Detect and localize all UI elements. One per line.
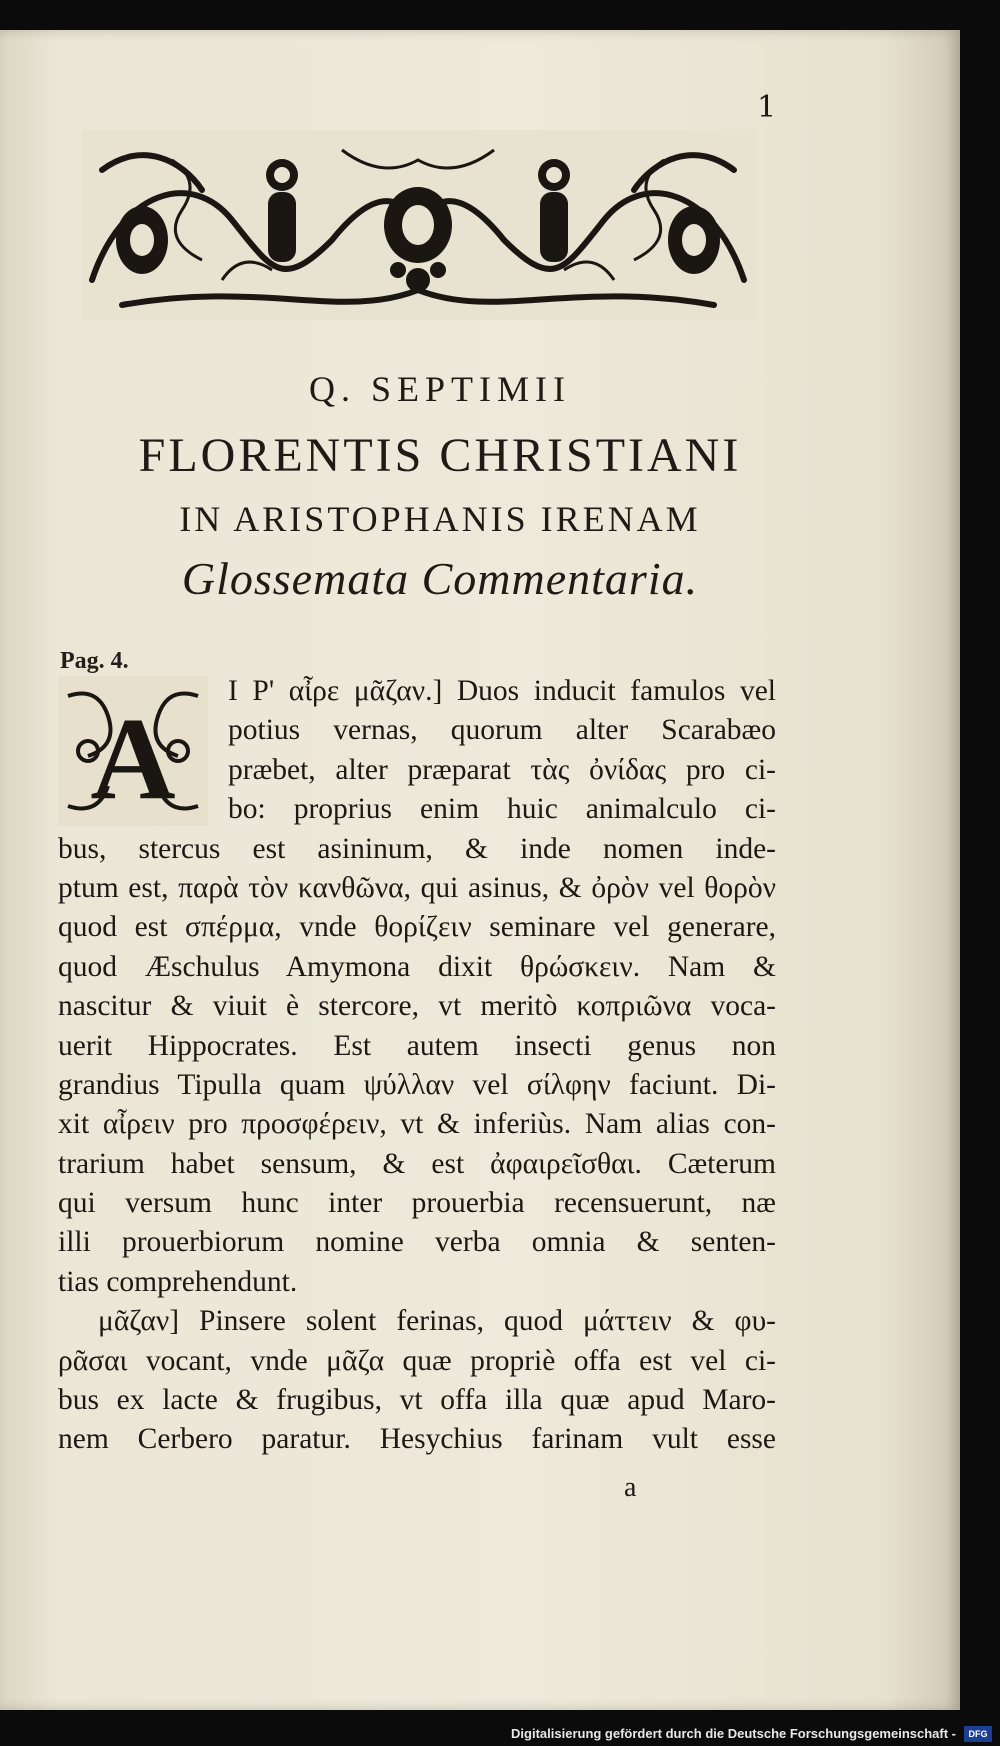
page-number: 1 — [757, 90, 777, 125]
dfg-logo: DFG — [964, 1726, 992, 1742]
text-line: ρᾶσαι vocant, vnde μᾶζα quæ propriè offa est vel ci- — [58, 1344, 776, 1377]
title-line-2: FLORENTIS CHRISTIANI — [138, 429, 742, 482]
book-page — [0, 30, 960, 1710]
text-line: μᾶζαν] Pinsere solent ferinas, quod μάττειν & φυ- — [98, 1305, 776, 1338]
text-line: potius vernas, quorum alter Scarabæo — [228, 714, 776, 747]
page-reference: Pag. 4. — [60, 648, 129, 674]
text-line: xit αἶρειν pro προσφέρειν, vt & inferiùs. Nam alias con- — [58, 1108, 776, 1141]
text-line: quod Æschulus Amymona dixit θρώσκειν. Nam & — [58, 950, 776, 983]
digitization-credit: Digitalisierung gefördert durch die Deutsche Forschungsgemeinschaft - — [511, 1726, 956, 1741]
text-line: nem Cerbero paratur. Hesychius farinam vult esse — [58, 1423, 776, 1456]
text-line: tias comprehendunt. — [58, 1265, 298, 1298]
title-line-4: Glossemata Commentaria. — [181, 553, 699, 604]
catchword: a — [624, 1472, 637, 1503]
text-line: grandius Tipulla quam ψύλλαν vel σίλφην faciunt. Di- — [58, 1068, 776, 1101]
text-line: uerit Hippocrates. Est autem insecti genus non — [58, 1029, 776, 1062]
title-line-3: IN ARISTOPHANIS IRENAM — [179, 499, 701, 539]
text-line: illi prouerbiorum nomine verba omnia & senten- — [58, 1226, 776, 1259]
ornamental-headpiece — [82, 130, 754, 320]
text-line: præbet, alter præparat τὰς ὀνίδας pro ci- — [228, 753, 776, 786]
text-line: bus ex lacte & frugibus, vt offa illa quæ apud Maro- — [58, 1384, 776, 1417]
text-line: bo: proprius enim huic animalculo ci- — [228, 793, 776, 826]
text-line: ptum est, παρὰ τὸν κανθῶνα, qui asinus, & ὀρὸν vel θορὸν — [58, 871, 776, 904]
text-line: qui versum hunc inter prouerbia recensuerunt, næ — [58, 1187, 776, 1220]
text-line: quod est σπέρμα, vnde θορίζειν seminare vel generare, — [58, 911, 776, 944]
text-line: I P' αἶρε μᾶζαν.] Duos inducit famulos vel — [228, 675, 776, 707]
text-line: bus, stercus est asininum, & inde nomen inde- — [58, 832, 776, 865]
commentary-text — [58, 672, 776, 1460]
text-line: trarium habet sensum, & est ἀφαιρεῖσθαι. Cæterum — [58, 1147, 776, 1180]
drop-cap-letter: A — [90, 693, 176, 824]
title-line-1: Q. SEPTIMII — [309, 369, 571, 409]
text-line: nascitur & viuit è stercore, vt meritò κοπριῶνα voca- — [58, 990, 776, 1023]
